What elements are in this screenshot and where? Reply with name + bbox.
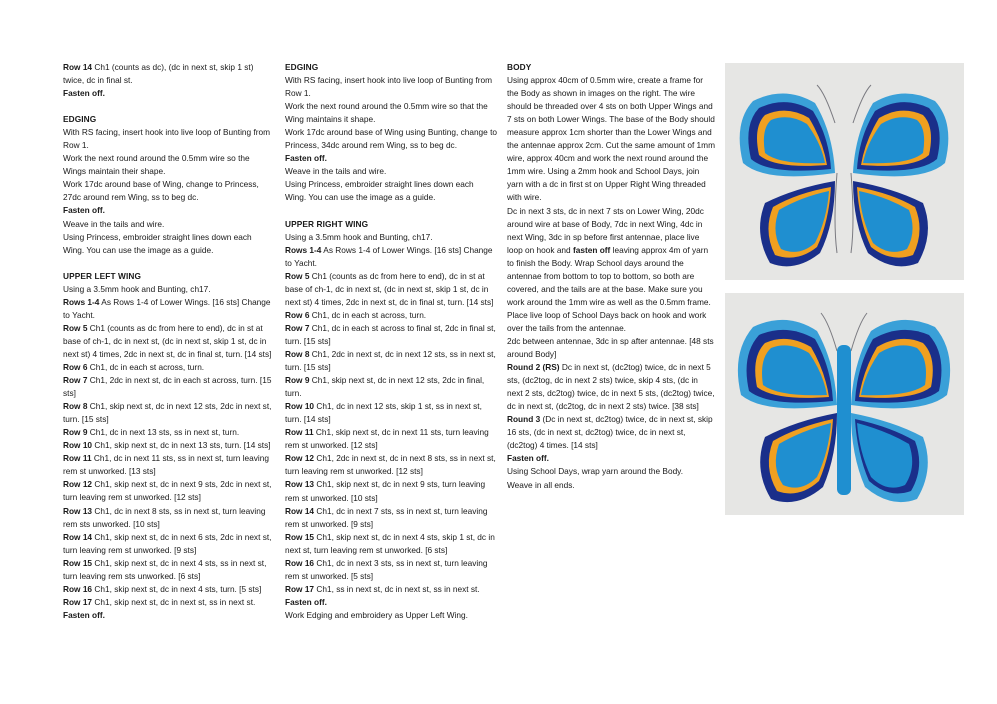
column-left <box>63 61 273 622</box>
body-text: Using School Days, wrap yarn around the Body. <box>507 466 684 477</box>
row-instruction: Rows 1-4 As Rows 1-4 of Lower Wings. [16 sts] Change to Yacht. <box>63 296 271 320</box>
round-instruction: Round 2 (RS) Dc in next st, (dc2tog) twice, dc in next 5 sts, (dc2tog, dc in next 2 sts) twice, skip 4 sts, (dc in next 2 sts, dc2tog) twice, dc in next 5 sts, (dc2tog) twice, dc in next st, (dc2tog, dc in next 2 sts) twice. [38 sts] <box>507 362 715 412</box>
body-text: Weave in all ends. <box>507 479 575 490</box>
edging-text: With RS facing, insert hook into live loop of Bunting from Row 1. <box>63 127 271 151</box>
row-instruction: Rows 1-4 As Rows 1-4 of Lower Wings. [16 sts] Change to Yacht. <box>285 244 493 268</box>
row-instruction: Row 13 Ch1, dc in next 8 sts, ss in next st, turn leaving rem sts unworked. [10 sts] <box>63 505 266 529</box>
row-instruction: Row 6 Ch1, dc in each st across, turn. <box>285 309 427 320</box>
fasten-off-note: Fasten off. <box>63 205 105 216</box>
fasten-off-note: Fasten off. <box>507 453 549 464</box>
edging-text: Work the next round around the 0.5mm wire so the Wings maintain their shape. <box>63 153 250 177</box>
fasten-off-note: Fasten off. <box>285 596 327 607</box>
section-intro: Using a 3.5mm hook and Bunting, ch17. <box>285 231 433 242</box>
crochet-butterfly-image <box>725 293 964 515</box>
fasten-off-note: Fasten off. <box>63 88 105 99</box>
butterfly-photo-top <box>725 63 964 280</box>
row-instruction: Row 12 Ch1, 2dc in next st, dc in next 8 sts, ss in next st, turn leaving rem st unworked. [12 sts] <box>285 453 496 477</box>
round-instruction: Round 3 (Dc in next st, dc2tog) twice, dc in next st, skip 16 sts, (dc in next st, dc2tog) twice, dc in next st, (dc2tog) 4 times. [14 sts] <box>507 414 713 451</box>
row-instruction: Row 15 Ch1, skip next st, dc in next 4 sts, skip 1 st, dc in next st, turn leaving rem st unworked. [6 sts] <box>285 531 495 555</box>
row-instruction: Row 5 Ch1 (counts as dc from here to end), dc in st at base of ch-1, dc in next st, (dc in next st, skip 1 st, dc in next st) 4 times, 2dc in next st, dc in final st, turn. [14 sts] <box>285 270 494 307</box>
edging-text: With RS facing, insert hook into live loop of Bunting from Row 1. <box>285 75 493 99</box>
crochet-butterfly-image <box>725 63 964 280</box>
row-instruction: Row 9 Ch1, dc in next 13 sts, ss in next st, turn. <box>63 427 240 438</box>
row-14-instruction: Row 14 Ch1 (counts as dc), (dc in next st, skip 1 st) twice, dc in final st. <box>63 62 254 86</box>
row-instruction: Row 14 Ch1, skip next st, dc in next 6 sts, 2dc in next st, turn leaving rem st unworked. [9 sts] <box>63 531 272 555</box>
row-instruction: Row 10 Ch1, dc in next 12 sts, skip 1 st, ss in next st, turn. [14 sts] <box>285 401 482 425</box>
edging-text: Using Princess, embroider straight lines down each Wing. You can use the image as a guide. <box>285 179 474 203</box>
edging-text: Work the next round around the 0.5mm wire so that the Wing maintains it shape. <box>285 101 488 125</box>
body-text: 2dc between antennae, 3dc in sp after antennae. [48 sts around Body] <box>507 335 714 360</box>
row-instruction: Row 10 Ch1, skip next st, dc in next 13 sts, turn. [14 sts] <box>63 440 271 451</box>
body-text: Dc in next 3 sts, dc in next 7 sts on Lower Wing, 20dc around wire at base of Body, 7dc in next Wing, 4dc in next Wing, 3dc in sp before first antennae, place live loop on hook and fasten off leaving approx 4m of yarn to finish the Body. Wrap School days around the antennae from bottom to top to bottom, so both are covered, and the tails are at the base. Make sure you work around the 1mm wire as well as the 0.5mm frame. Place live loop of School Days back on hook and work over the tails from the antennae. <box>507 205 711 333</box>
fasten-off-note: Fasten off. <box>63 609 105 620</box>
body-heading: BODY <box>507 62 532 72</box>
row-instruction: Row 9 Ch1, skip next st, dc in next 12 sts, 2dc in final, turn. <box>285 375 485 399</box>
row-instruction: Row 7 Ch1, 2dc in next st, dc in each st across, turn. [15 sts] <box>63 375 272 399</box>
fasten-off-note: Fasten off. <box>285 153 327 164</box>
body-text: Using approx 40cm of 0.5mm wire, create a frame for the Body as shown in images on the right. The wire should be threaded over 4 sts on both Upper Wings and 7 sts on both Lower Wings. The base of the Body should measure approx 1cm shorter than the Lower Wings and the antennae approx 2cm. Cut the same amount of 1mm wire, approx 40cm and work the next round around the 1mm wire. Using a 2mm hook and School Days, join yarn with a dc in first st on Upper Right Wing threaded with wire. <box>507 75 715 203</box>
row-instruction: Row 17 Ch1, ss in next st, dc in next st, ss in next st. <box>285 583 480 594</box>
column-middle <box>285 61 497 622</box>
edging-heading: EDGING <box>285 62 319 72</box>
row-instruction: Row 7 Ch1, dc in each st across to final st, 2dc in final st, turn. [15 sts] <box>285 322 496 346</box>
edging-text: Weave in the tails and wire. <box>63 218 165 229</box>
row-instruction: Row 8 Ch1, 2dc in next st, dc in next 12 sts, ss in next st, turn. [15 sts] <box>285 348 496 373</box>
row-instruction: Row 11 Ch1, skip next st, dc in next 11 sts, turn leaving rem st unworked. [12 sts] <box>285 427 489 451</box>
column-right <box>507 61 715 492</box>
section-intro: Using a 3.5mm hook and Bunting, ch17. <box>63 283 211 294</box>
row-instruction: Row 11 Ch1, dc in next 11 sts, ss in next st, turn leaving rem st unworked. [13 sts] <box>63 453 269 477</box>
row-instruction: Row 16 Ch1, dc in next 3 sts, ss in next st, turn leaving rem st unworked. [5 sts] <box>285 557 488 581</box>
upper-right-wing-heading: UPPER RIGHT WING <box>285 218 369 229</box>
edging-text: Using Princess, embroider straight lines down each Wing. You can use the image as a guide. <box>63 231 252 255</box>
closing-note: Work Edging and embroidery as Upper Left Wing. <box>285 609 468 620</box>
edging-text: Work 17dc around base of Wing using Bunting, change to Princess, 34dc around rem Wing, ss to beg dc. <box>285 127 498 151</box>
row-instruction: Row 8 Ch1, skip next st, dc in next 12 sts, 2dc in next st, turn. [15 sts] <box>63 401 272 425</box>
row-instruction: Row 16 Ch1, skip next st, dc in next 4 sts, turn. [5 sts] <box>63 583 262 594</box>
row-instruction: Row 15 Ch1, skip next st, dc in next 4 sts, ss in next st, turn leaving rem sts unworked. [6 sts] <box>63 557 267 581</box>
edging-heading: EDGING <box>63 114 97 125</box>
edging-text: Weave in the tails and wire. <box>285 166 387 177</box>
edging-text: Work 17dc around base of Wing, change to Princess, 27dc around rem Wing, ss to beg dc. <box>63 179 259 203</box>
row-instruction: Row 13 Ch1, skip next st, dc in next 9 sts, turn leaving rem st unworked. [10 sts] <box>285 479 486 503</box>
row-instruction: Row 14 Ch1, dc in next 7 sts, ss in next st, turn leaving rem st unworked. [9 sts] <box>285 505 488 529</box>
row-instruction: Row 5 Ch1 (counts as dc from here to end), dc in st at base of ch-1, dc in next st, (dc in next st, skip 1 st, dc in next st) 4 times, 2dc in next st, dc in final st, turn. [14 sts] <box>63 322 272 359</box>
row-instruction: Row 12 Ch1, skip next st, dc in next 9 sts, 2dc in next st, turn leaving rem st unworked. [12 sts] <box>63 479 272 503</box>
row-instruction: Row 17 Ch1, skip next st, dc in next st, ss in next st. <box>63 596 256 607</box>
upper-left-wing-heading: UPPER LEFT WING <box>63 270 142 281</box>
row-instruction: Row 6 Ch1, dc in each st across, turn. <box>63 361 205 372</box>
butterfly-photo-bottom <box>725 293 964 515</box>
